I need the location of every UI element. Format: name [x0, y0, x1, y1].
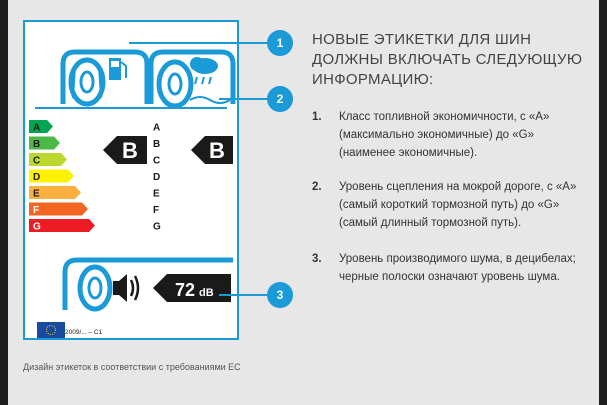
fuel-class-label: F — [33, 205, 40, 216]
callout-badge-2: 2 — [267, 86, 293, 112]
wet-class-label: D — [153, 172, 161, 183]
fuel-class-label: A — [33, 122, 41, 134]
callout-line-2 — [219, 98, 269, 100]
rain-cloud-icon — [190, 57, 230, 103]
wet-class-label: A — [153, 122, 161, 134]
fuel-efficiency-scale — [29, 120, 95, 233]
wet-rating-letter: B — [209, 138, 225, 163]
tyre-label-graphic — [25, 22, 237, 338]
wet-grip-scale — [153, 123, 161, 233]
fuel-class-label: C — [33, 155, 41, 167]
list-number: 2. — [312, 181, 322, 193]
wet-class-label: F — [153, 205, 160, 216]
list-text: Уровень производимого шума, в децибелах; черные полоски означают уровень шума. — [339, 253, 576, 283]
callout-line-3 — [219, 294, 269, 296]
tyre-label — [23, 20, 239, 340]
fuel-class-label: B — [33, 139, 41, 150]
list-text: Уровень сцепления на мокрой дороге, с «A» (самый короткий тормозной путь) до «G» (самый длинный тормозной путь). — [339, 181, 577, 229]
page-heading: НОВЫЕ ЭТИКЕТКИ ДЛЯ ШИН ДОЛЖНЫ ВКЛЮЧАТЬ СЛЕДУЮЩУЮ ИНФОРМАЦИЮ: — [312, 31, 583, 88]
fuel-class-label: E — [33, 188, 40, 200]
regulation-text: 2009/... – C1 — [65, 329, 103, 336]
list-number: 3. — [312, 253, 322, 265]
callout-line-1 — [129, 42, 269, 44]
tyre-wet-icon — [159, 62, 191, 106]
fuel-class-label: G — [33, 221, 41, 233]
tyre-fuel-icon — [71, 60, 103, 104]
callout-badge-3: 3 — [267, 282, 293, 308]
fuel-rating-letter: B — [122, 138, 138, 163]
speaker-icon — [113, 274, 138, 302]
eu-flag-icon — [37, 322, 65, 338]
fuel-pump-icon — [109, 58, 126, 80]
noise-unit: dB — [199, 287, 214, 299]
tyre-noise-icon — [80, 267, 110, 309]
list-number: 1. — [312, 111, 322, 123]
callout-badge-1: 1 — [267, 30, 293, 56]
footer-caption: Дизайн этикеток в соответствии с требованиями ЕС — [23, 362, 241, 372]
wet-class-label: E — [153, 188, 160, 200]
wet-class-label: G — [153, 221, 161, 233]
list-text: Класс топливной экономичности, с «A» (максимально экономичные) до «G» (наименее экономичные). — [339, 111, 550, 159]
noise-value: 72 — [175, 280, 196, 300]
wet-class-label: C — [153, 155, 161, 167]
wet-class-label: B — [153, 139, 161, 150]
fuel-class-label: D — [33, 172, 41, 183]
